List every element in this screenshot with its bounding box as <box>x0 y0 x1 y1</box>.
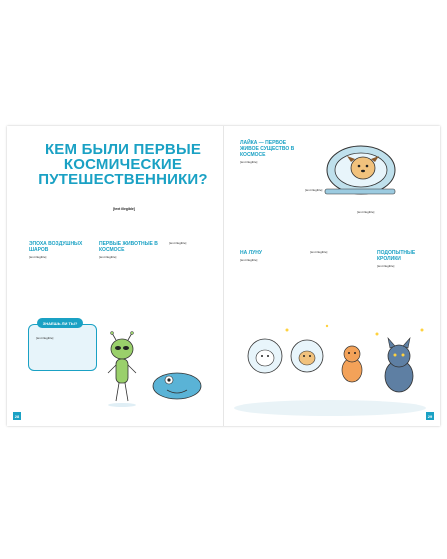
did-you-know-box <box>28 324 97 371</box>
laika-caption: [text illegible] <box>357 210 375 214</box>
section-laika: ЛАЙКА — ПЕРВОЕ ЖИВОЕ СУЩЕСТВО В КОСМОСЕ [text illegible] <box>240 140 295 164</box>
page-number-right: 29 <box>427 413 433 419</box>
page-number-left: 28 <box>14 413 20 419</box>
section-turtles: ПОДОПЫТНЫЕ КРОЛИКИ [text illegible] <box>377 250 416 268</box>
book-spread <box>7 126 440 426</box>
dog-astronaut-left <box>248 339 282 373</box>
section-first-animals: ПЕРВЫЕ ЖИВОТНЫЕ В КОСМОСЕ [text illegible] <box>99 241 158 259</box>
stars-decoration <box>286 325 424 336</box>
cat-illustration <box>385 338 413 392</box>
page-gutter <box>223 126 224 426</box>
laika-capsule-illustration <box>315 134 411 204</box>
page-title: КЕМ БЫЛИ ПЕРВЫЕ КОСМИЧЕСКИЕ ПУТЕШЕСТВЕННИКИ? <box>38 141 208 188</box>
alien-illustration <box>102 331 142 409</box>
section-balloons: ЭПОХА ВОЗДУШНЫХ ШАРОВ [text illegible] <box>29 241 83 259</box>
dog-astronaut-middle <box>291 340 323 372</box>
section-first-animals-cont: [text illegible] <box>169 241 187 245</box>
space-animals-illustration <box>227 316 433 420</box>
did-you-know-label: ЗНАЕШЬ ЛИ ТЫ? <box>37 318 83 328</box>
intro-text: [text illegible] <box>113 207 135 211</box>
did-you-know-text: [text illegible] <box>36 336 54 340</box>
section-laika-cont: [text illegible] <box>305 188 323 192</box>
section-moon: НА ЛУНУ [text illegible] <box>240 250 262 262</box>
creature-illustration <box>147 364 207 402</box>
section-moon-cont: [text illegible] <box>310 250 328 254</box>
monkey-illustration <box>342 346 362 382</box>
